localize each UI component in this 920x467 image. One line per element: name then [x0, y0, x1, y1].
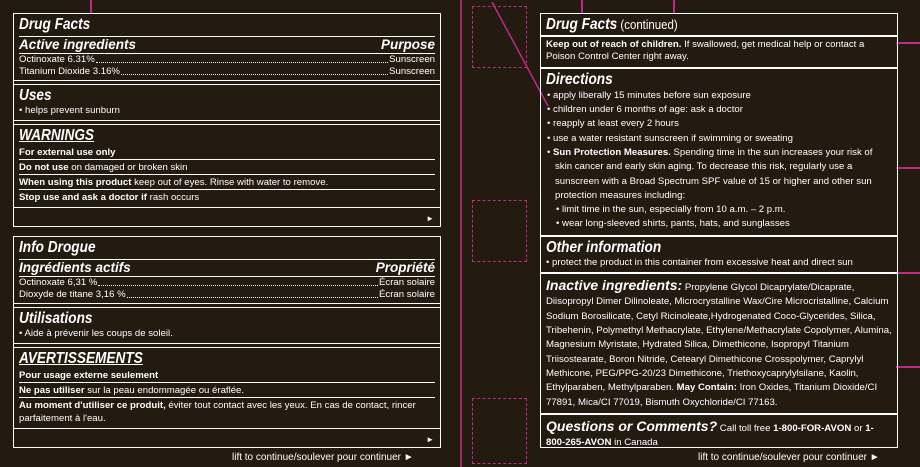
warning-line: When using this product keep out of eyes. Rinse with water to remove. — [19, 174, 435, 189]
warning-line: Au moment d'utiliser ce produit, éviter tout contact avec les yeux. En cas de contact, rincer parfaitement à l'eau. — [19, 397, 435, 425]
active-section — [14, 14, 440, 81]
direction-subitem: • limit time in the sun, especially from 10 a.m. – 2 p.m. — [556, 204, 786, 216]
directions-section — [541, 68, 897, 236]
guide-line — [90, 0, 92, 14]
continue-arrow-icon: ► — [426, 214, 434, 223]
warnings-heading-fr: AVERTISSEMENTS — [19, 350, 143, 368]
dieline-box — [472, 398, 527, 464]
direction-item: • children under 6 months of age: ask a doctor — [547, 104, 743, 116]
guide-line — [896, 42, 920, 44]
questions-section — [541, 414, 897, 453]
inactive-text: Inactive ingredients: Propylene Glycol Dicaprylate/Dicaprate, Diisopropyl Dimer Dilinoleate, Microcrystalline Wax/Cire Microcristalline, Calcium Sodium Borosilicate, Cetyl Ricinoleate,Hydrogenated Coco-Glycerides, Silica, Tribehenin, Polymethyl Methacrylate, Ethylene/Methacrylate Copolymer, Alumina, Magnesium Myristate, Hydrated Silica, Dimethicone, Isopropyl Titanium Triisostearate, Boron Nitride, Cetearyl Dimethicone Crosspolymer, Caprylyl Methicone, PEG/PPG-20/23 Dimethicone, Triethoxycaprylylsilane, Kaolin, Ethylparaben, Methylparaben. May Contain: Iron Oxides, Titanium Dioxide/CI 77891, Mica/CI 77019, Bismuth Oxychloride/CI 77163. — [546, 277, 892, 408]
uses-section — [14, 84, 440, 121]
other-info-section — [541, 236, 897, 273]
ingredient-row: Octinoxate 6,31 % Écran solaire — [19, 277, 435, 288]
warning-line: Pour usage externe seulement — [19, 370, 159, 382]
active-heading-fr: Ingrédients actifs — [19, 260, 131, 275]
lift-to-continue-right[interactable]: lift to continue/soulever pour continuer ► — [698, 452, 880, 463]
warnings-section — [14, 124, 440, 208]
other-info-heading: Other information — [546, 238, 662, 256]
active-section-fr — [14, 237, 440, 304]
uses-heading: Uses — [19, 87, 52, 104]
inactive-section — [541, 273, 897, 414]
panel-title-continued: Drug Facts (continued) — [546, 16, 678, 33]
direction-item: • use a water resistant sunscreen if swimming or sweating — [547, 132, 793, 144]
warning-line: Ne pas utiliser sur la peau endommagée ou éraflée. — [19, 382, 435, 397]
directions-heading: Directions — [546, 70, 613, 88]
warnings-section-fr — [14, 347, 440, 429]
direction-subitem: • wear long-sleeved shirts, pants, hats, and sunglasses — [556, 218, 790, 230]
ingredient-row: Octinoxate 6.31% Sunscreen — [19, 54, 435, 65]
panel-title: Drug Facts — [19, 16, 91, 33]
guide-line — [673, 0, 675, 14]
guide-line — [896, 366, 920, 368]
drug-facts-panel-fr — [13, 236, 441, 448]
warning-line: Do not use on damaged or broken skin — [19, 159, 435, 174]
warnings-heading: WARNINGS — [19, 127, 95, 145]
ingredient-row: Dioxyde de titane 3,16 % Écran solaire — [19, 289, 435, 300]
guide-line — [581, 0, 583, 14]
drug-facts-panel-en — [13, 13, 441, 227]
title-section — [541, 14, 897, 36]
direction-item: • apply liberally 15 minutes before sun exposure — [547, 89, 751, 101]
purpose-heading: Purpose — [380, 37, 435, 52]
purpose-heading-fr: Propriété — [375, 260, 435, 275]
uses-text-fr: • Aide à prévenir les coups de soleil. — [19, 328, 173, 339]
questions-text: Questions or Comments? Call toll free 1-800-FOR-AVON or 1-800-265-AVON in Canada — [546, 417, 874, 448]
warning-line: Stop use and ask a doctor if rash occurs — [19, 189, 435, 204]
lift-to-continue-left[interactable]: lift to continue/soulever pour continuer ► — [232, 452, 414, 463]
direction-item: • Sun Protection Measures. Spending time in the sun increases your risk of skin cancer and early skin aging. To decrease this risk, regularly use a sunscreen with a Broad Spectrum SPF value of 15 or higher and other sun protection measures including: — [547, 147, 873, 201]
guide-line — [896, 167, 920, 169]
uses-text: • helps prevent sunburn — [19, 105, 120, 116]
drug-facts-continued-panel — [540, 13, 898, 448]
phone-number[interactable]: 1-800-FOR-AVON — [773, 422, 852, 434]
active-heading: Active ingredients — [19, 37, 137, 52]
keep-out-section — [541, 36, 897, 68]
dieline-box — [472, 200, 527, 262]
guide-line — [460, 0, 462, 467]
phone-number[interactable]: 1-800-265-AVON — [546, 422, 874, 448]
other-info-text: • protect the product in this container from excessive heat and direct sun — [546, 256, 853, 268]
ingredient-row: Titanium Dioxide 3.16% Sunscreen — [19, 66, 435, 77]
uses-section-fr — [14, 307, 440, 344]
panel-title-fr: Info Drogue — [19, 239, 96, 256]
guide-line — [896, 272, 920, 274]
continue-arrow-icon: ► — [426, 435, 434, 444]
direction-item: • reapply at least every 2 hours — [547, 118, 679, 130]
uses-heading-fr: Utilisations — [19, 310, 93, 327]
warning-line: For external use only — [19, 147, 116, 159]
keep-out-text: Keep out of reach of children. If swallowed, get medical help or contact a Poison Control Center right away. — [546, 39, 865, 63]
